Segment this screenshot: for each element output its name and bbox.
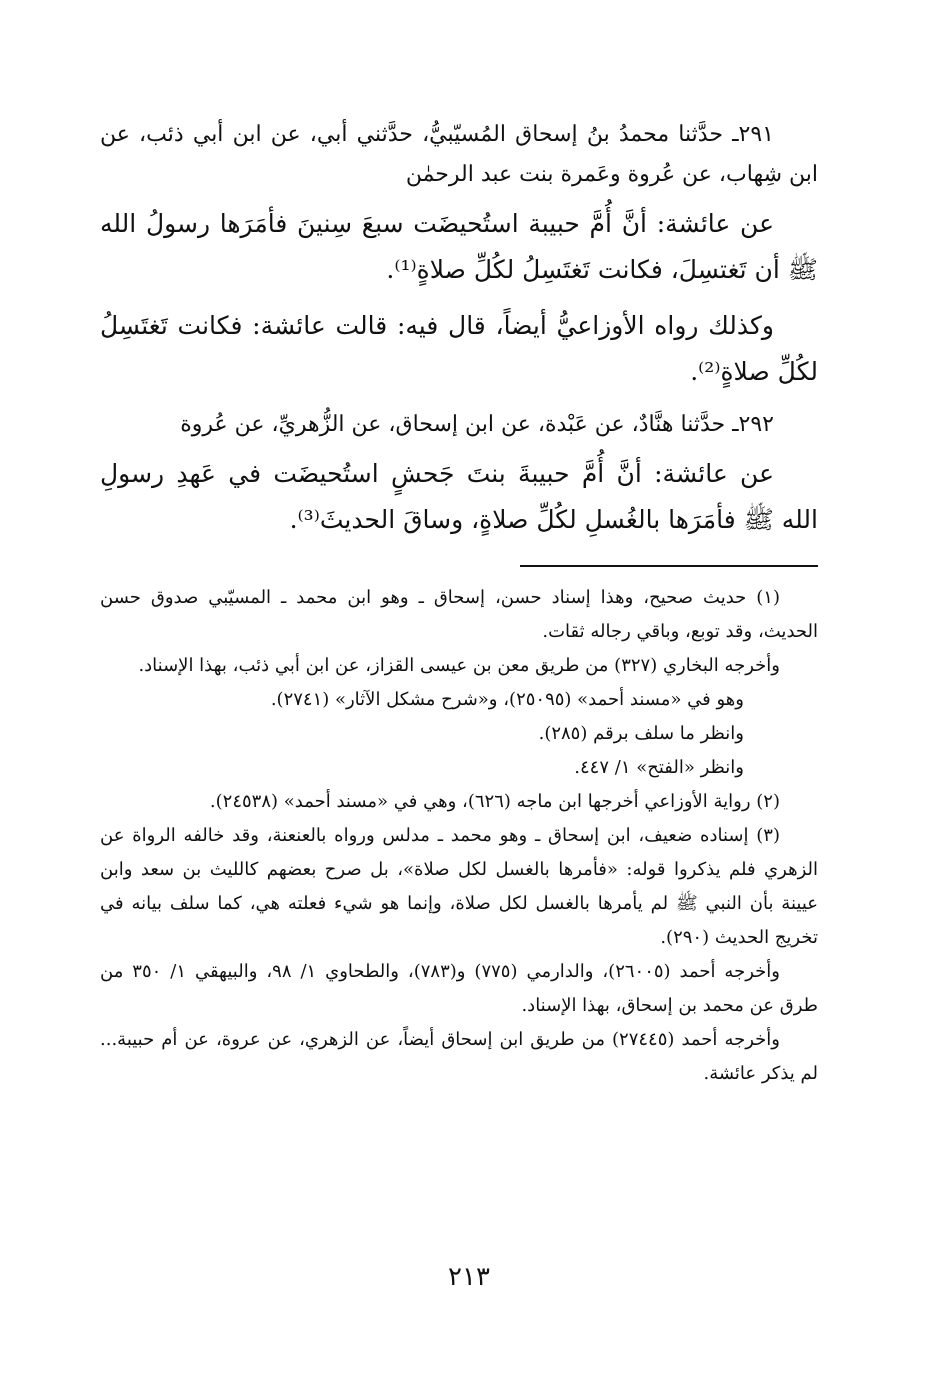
- footnote-1-text: (١) حديث صحيح، وهذا إسناد حسن، إسحاق ـ وهو ابن محمد ـ المسيّبي صدوق حسن الحديث، وقد توبع، وباقي رجاله ثقات.: [100, 587, 818, 642]
- footnote-3-takhrij: وأخرجه أحمد (٢٦٠٠٥)، والدارمي (٧٧٥) و(٧٨٣)، والطحاوي ١/ ٩٨، والبيهقي ١/ ٣٥٠ من طرق عن محمد بن إسحاق، بهذا الإسناد.: [100, 961, 818, 1016]
- hadith-291-text: عن عائشة: أنَّ أُمَّ حبيبة استُحيضَت سبعَ سِنينَ فأمَرَها رسولُ الله ﷺ أن تَغتسِلَ، فكانت تَغتَسِلُ لكُلِّ صلاةٍ⁽¹⁾.: [100, 209, 818, 284]
- page-number: ٢١٣: [448, 1262, 490, 1292]
- footnote-1-see-also: وانظر ما سلف برقم (٢٨٥).: [538, 723, 744, 744]
- footnote-3-takhrij-2: وأخرجه أحمد (٢٧٤٤٥) من طريق ابن إسحاق أيضاً، عن الزهري، عن عروة، عن أم حبيبة... لم يذكر عائشة.: [100, 1029, 818, 1084]
- footnote-2-text: (٢) رواية الأوزاعي أخرجها ابن ماجه (٦٢٦)، وهي في «مسند أحمد» (٢٤٥٣٨).: [209, 791, 780, 812]
- footnote-1-fath: وانظر «الفتح» ١/ ٤٤٧.: [574, 757, 744, 778]
- book-page: [100, 115, 818, 1091]
- footnote-3-text: (٣) إسناده ضعيف، ابن إسحاق ـ وهو محمد ـ مدلس ورواه بالعنعنة، وقد خالفه الرواة عن الزهري فلم يذكروا قوله: «فأمرها بالغسل لكل صلاة»، بل صرح بعضهم كالليث بن سعد وابن عيينة بأن النبي ﷺ لم يأمرها بالغسل لكل صلاة، وإنما هو شيء فعلته هي، كما سلف بيانه في تخريج الحديث (٢٩٠).: [100, 825, 818, 948]
- hadith-291-chain: ٢٩١ـ حدَّثنا محمدُ بنُ إسحاق المُسيّبيُّ، حدَّثني أبي، عن ابن أبي ذئب، عن ابن شِهاب، عن عُروة وعَمرة بنت عبد الرحمٰن: [100, 122, 818, 187]
- hadith-292-text: عن عائشة: أنَّ أُمَّ حبيبةَ بنتَ جَحشٍ استُحيضَت في عَهدِ رسولِ الله ﷺ فأمَرَها بالغُسلِ لكُلِّ صلاةٍ، وساقَ الحديثَ⁽³⁾.: [100, 459, 818, 534]
- hadith-291-note: وكذلك رواه الأوزاعيُّ أيضاً، قال فيه: قالت عائشة: فكانت تَغتَسِلُ لكُلِّ صلاةٍ⁽²⁾.: [100, 311, 818, 386]
- footnote-divider: [520, 565, 818, 567]
- hadith-292-chain: ٢٩٢ـ حدَّثنا هنَّادٌ، عن عَبْدة، عن ابن إسحاق، عن الزُّهريِّ، عن عُروة: [180, 412, 774, 437]
- footnote-1-takhrij: وأخرجه البخاري (٣٢٧) من طريق معن بن عيسى القزاز، عن ابن أبي ذئب، بهذا الإسناد.: [138, 655, 780, 676]
- footnote-1-musnad: وهو في «مسند أحمد» (٢٥٠٩٥)، و«شرح مشكل الآثار» (٢٧٤١).: [270, 689, 744, 710]
